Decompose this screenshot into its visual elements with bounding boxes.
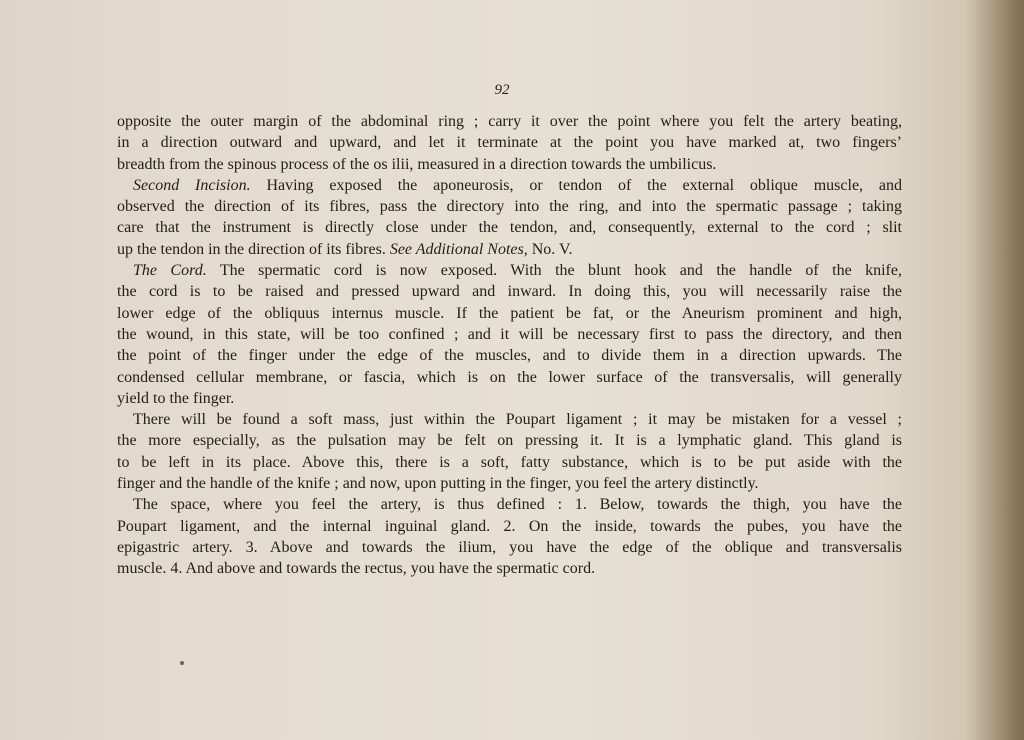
text-line	[117, 494, 902, 515]
text-line	[117, 132, 902, 153]
italic-run: See Additional Notes,	[389, 240, 528, 258]
text-line	[117, 260, 902, 281]
page-number: 92	[494, 82, 510, 98]
paper-speck	[180, 661, 184, 665]
italic-run: Second Incision.	[133, 176, 251, 194]
text-run: Poupart ligament, and the internal inguinal gland. 2. On the inside, towards the pubes, you have the	[117, 517, 902, 535]
text-line	[117, 430, 902, 451]
text-run: muscle. 4. And above and towards the rectus, you have the spermatic cord.	[117, 560, 596, 578]
text-line	[117, 452, 902, 473]
text-run: the point of the finger under the edge of the muscles, and to divide them in a direction upwards. The	[117, 347, 902, 365]
text-line	[117, 473, 902, 494]
text-line	[117, 217, 902, 238]
text-line	[117, 345, 902, 366]
text-line	[117, 154, 902, 175]
text-line	[117, 239, 902, 260]
text-run: No. V.	[527, 240, 573, 258]
text-run: opposite the outer margin of the abdominal ring ; carry it over the point where you felt the artery beating,	[117, 113, 902, 130]
text-line	[117, 196, 902, 217]
text-line	[117, 388, 902, 409]
text-run: observed the direction of its fibres, pass the directory into the ring, and into the spermatic passage ; taking	[117, 198, 902, 216]
text-run: the more especially, as the pulsation may be felt on pressing it. It is a lymphatic gland. This gland is	[117, 432, 902, 450]
text-run: the cord is to be raised and pressed upward and inward. In doing this, you will necessarily raise the	[117, 283, 902, 301]
text-run: There will be found a soft mass, just within the Poupart ligament ; it may be mistaken for a vessel ;	[133, 411, 902, 429]
text-line	[117, 558, 902, 579]
text-run: care that the instrument is directly close under the tendon, and, consequently, external to the cord ; slit	[117, 219, 902, 237]
text-line	[117, 516, 902, 537]
text-run: Having exposed the aponeurosis, or tendon of the external oblique muscle, and	[250, 176, 902, 194]
text-run: condensed cellular membrane, or fascia, which is on the lower surface of the transversalis, will generally	[117, 368, 902, 386]
text-run: the wound, in this state, will be too confined ; and it will be necessary first to pass the directory, and then	[117, 325, 902, 343]
text-run: to be left in its place. Above this, there is a soft, fatty substance, which is to be put aside with the	[117, 453, 902, 471]
body-text	[117, 111, 902, 580]
text-line	[117, 367, 902, 388]
text-line	[117, 111, 902, 132]
text-run: in a direction outward and upward, and let it terminate at the point you have marked at, two fingers’	[117, 134, 902, 152]
text-run: The space, where you feel the artery, is thus defined : 1. Below, towards the thigh, you have the	[133, 496, 902, 514]
text-line	[117, 409, 902, 430]
text-run: lower edge of the obliquus internus muscle. If the patient be fat, or the Aneurism prominent and high,	[117, 304, 902, 322]
text-run: finger and the handle of the knife ; and now, upon putting in the finger, you feel the artery distinctly.	[117, 475, 759, 493]
text-line	[117, 537, 902, 558]
italic-run: The Cord.	[133, 262, 207, 280]
text-run: yield to the finger.	[117, 389, 235, 407]
text-line	[117, 303, 902, 324]
text-line	[117, 324, 902, 345]
text-line	[117, 175, 902, 196]
text-line	[117, 281, 902, 302]
text-run: up the tendon in the direction of its fibres.	[117, 240, 390, 258]
text-run: epigastric artery. 3. Above and towards the ilium, you have the edge of the oblique and transversalis	[117, 538, 902, 556]
text-run: The spermatic cord is now exposed. With the blunt hook and the handle of the knife,	[206, 262, 902, 280]
page-edge-shadow	[964, 0, 1024, 740]
text-run: breadth from the spinous process of the os ilii, measured in a direction towards the umbilicus.	[117, 155, 717, 173]
